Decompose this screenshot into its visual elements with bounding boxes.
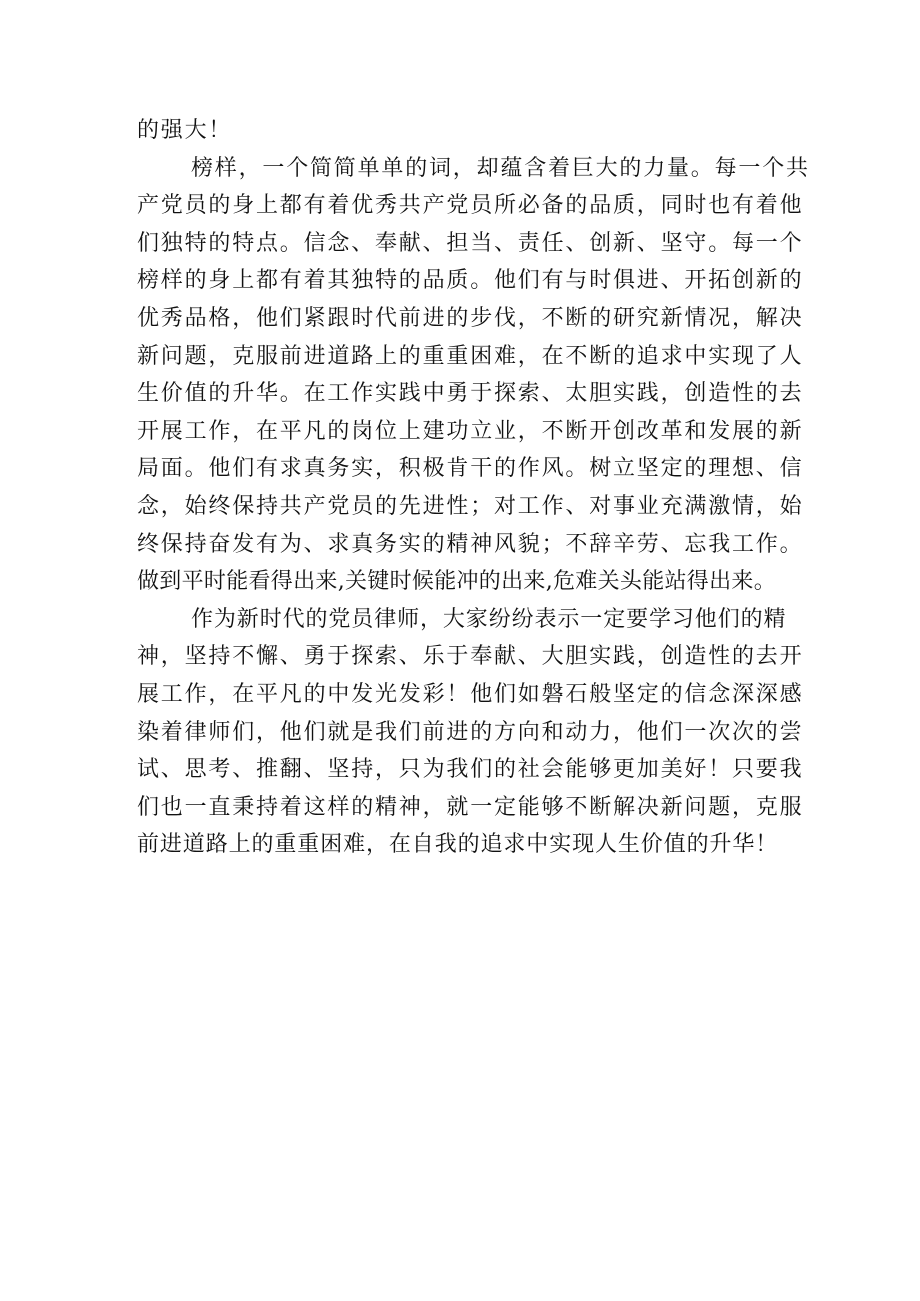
paragraph-line: 试、思考、推翻、坚持，只为我们的社会能够更加美好！只要我: [137, 757, 804, 783]
paragraph-line: 榜样的身上都有着其独特的品质。他们有与时俱进、开拓创新的: [137, 268, 804, 294]
paragraph-1: [137, 112, 807, 150]
paragraph-2: [137, 150, 810, 601]
paragraph-line: 优秀品格，他们紧跟时代前进的步伐，不断的研究新情况，解决: [137, 305, 804, 331]
paragraph-line: 念，始终保持共产党员的先进性；对工作、对事业充满激情，始: [137, 493, 804, 519]
paragraph-line: 局面。他们有求真务实，积极肯干的作风。树立坚定的理想、信: [137, 456, 804, 482]
paragraph-line: 做到平时能看得出来,关键时候能冲的出来,危难关头能站得出来。: [137, 569, 776, 595]
body-text: [137, 112, 810, 864]
paragraph-line: 的强大！: [137, 118, 233, 143]
paragraph-line: 染着律师们，他们就是我们前进的方向和动力，他们一次次的尝: [137, 719, 804, 745]
paragraph-line: 终保持奋发有为、求真务实的精神风貌；不辞辛劳、忘我工作。: [137, 531, 804, 557]
paragraph-line: 生价值的升华。在工作实践中勇于探索、太胆实践，创造性的去: [137, 381, 804, 407]
paragraph-line: 神，坚持不懈、勇于探索、乐于奉献、大胆实践，创造性的去开: [137, 644, 804, 670]
paragraph-line: 们也一直秉持着这样的精神，就一定能够不断解决新问题，克服: [137, 794, 804, 820]
paragraph-line: 新问题，克服前进道路上的重重困难，在不断的追求中实现了人: [137, 343, 804, 369]
paragraph-line: 作为新时代的党员律师，大家纷纷表示一定要学习他们的精: [191, 606, 787, 632]
paragraph-line: 产党员的身上都有着优秀共产党员所必备的品质，同时也有着他: [137, 193, 804, 219]
paragraph-line: 们独特的特点。信念、奉献、担当、责任、创新、坚守。每一个: [137, 230, 804, 256]
paragraph-line: 展工作，在平凡的中发光发彩！他们如磐石般坚定的信念深深感: [137, 681, 804, 707]
paragraph-line: 开展工作，在平凡的岗位上建功立业，不断开创改革和发展的新: [137, 418, 804, 444]
paragraph-line: 榜样，一个简简单单的词，却蕴含着巨大的力量。每一个共: [191, 155, 810, 181]
paragraph-3: [137, 601, 807, 864]
paragraph-line: 前进道路上的重重困难，在自我的追求中实现人生价值的升华！: [137, 832, 779, 858]
